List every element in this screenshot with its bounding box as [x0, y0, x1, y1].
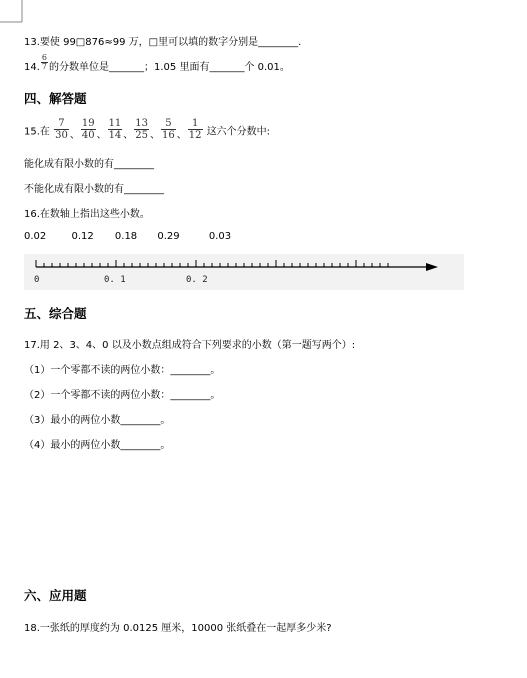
question-15-prefix: 15.在 — [24, 126, 50, 138]
question-13: 13.要使 99□876≈99 万，□里可以填的数字分别是________. — [24, 37, 302, 48]
fraction: $\frac{5}{16}$ — [162, 118, 175, 141]
number-line — [24, 254, 464, 290]
question-17-item-4: （4）最小的两位小数________。 — [24, 440, 171, 451]
fraction: $\frac{11}{14}$ — [108, 118, 122, 141]
section-heading-4: 四、解答题 — [24, 91, 87, 106]
decimal-values-row — [24, 231, 231, 242]
number-line-arrow — [426, 263, 438, 271]
question-15-line2: 不能化成有限小数的有________ — [24, 184, 164, 195]
question-14-prefix: 14. — [24, 62, 40, 73]
fraction: $\frac{1}{12}$ — [188, 118, 202, 141]
fraction-separator: 、 — [69, 130, 80, 141]
fraction-separator: 、 — [150, 130, 161, 141]
question-15-line1: 能化成有限小数的有________ — [24, 159, 154, 170]
axis-label-0: 0 — [34, 275, 40, 285]
section-heading-5: 五、综合题 — [24, 306, 87, 321]
decimal-value: 0.02 — [24, 231, 47, 242]
fraction: $\frac{7}{30}$ — [55, 118, 68, 141]
question-17-item-1: （1）一个零都不读的两位小数：________。 — [24, 365, 221, 376]
decimal-value: 0.29 — [157, 231, 180, 242]
decimal-value: 0.12 — [71, 231, 94, 242]
axis-label-0-2: 0. 2 — [186, 275, 208, 285]
number-line-figure — [24, 254, 464, 290]
question-17: 17.用 2、3、4、0 以及小数点组成符合下列要求的小数（第一题写两个）: — [24, 340, 356, 351]
question-17-item-3: （3）最小的两位小数________。 — [24, 415, 171, 426]
fraction-separator: 、 — [96, 130, 107, 141]
fraction: $\frac{19}{40}$ — [81, 118, 95, 141]
page-corner-mark — [0, 0, 24, 24]
axis-label-0-1: 0. 1 — [104, 275, 126, 285]
question-14 — [24, 52, 290, 73]
question-18: 18.一张纸的厚度约为 0.0125 厘米，10000 张纸叠在一起厚多少米? — [24, 623, 332, 634]
question-15-fractions — [53, 118, 203, 141]
question-15-suffix: 这六个分数中: — [206, 126, 271, 138]
decimal-value: 0.18 — [114, 231, 138, 242]
fraction-separator: 、 — [176, 130, 187, 141]
fraction: $\frac{13}{25}$ — [135, 118, 149, 141]
question-16: 16.在数轴上指出这些小数。 — [24, 209, 150, 220]
question-14-text: 的分数单位是_______；1.05 里面有_______个 0.01。 — [49, 62, 290, 73]
decimal-value: 0.03 — [208, 231, 232, 242]
fraction-6-7: $\frac{6}{7}$ — [41, 52, 47, 71]
fraction-separator: 、 — [123, 130, 134, 141]
section-heading-6: 六、应用题 — [24, 588, 87, 603]
question-15 — [24, 119, 270, 141]
question-17-item-2: （2）一个零都不读的两位小数：________。 — [24, 390, 221, 401]
